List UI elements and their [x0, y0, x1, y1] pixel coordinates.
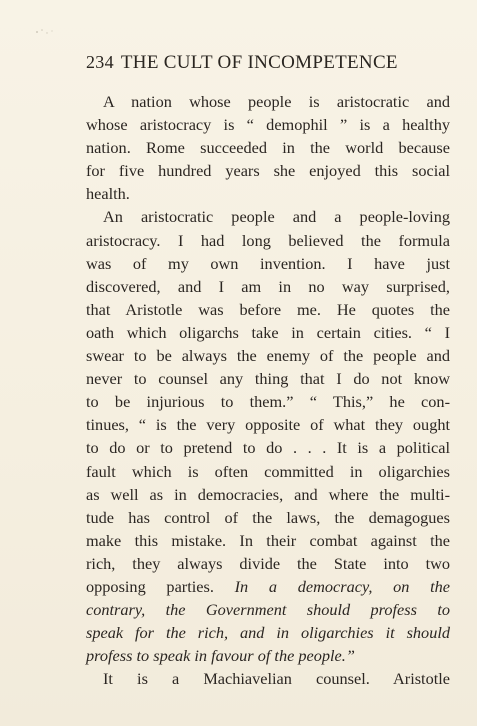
- text-line: An aristocratic people and a people-loving: [103, 207, 450, 227]
- italic-text-segment: In a democracy, on the: [234, 576, 451, 596]
- text-line: discovered, and I am in no way surprised,: [86, 276, 450, 296]
- paper-speck-icon: [34, 26, 56, 36]
- running-head: [86, 52, 451, 80]
- text-line: to be injurious to them.” “ This,” he con-: [86, 392, 450, 412]
- italic-text-line: speak for the rich, and in oligarchies it should: [86, 623, 450, 643]
- text-line: nation. Rome succeeded in the world because: [86, 138, 450, 158]
- text-segment: opposing parties.: [86, 576, 214, 596]
- text-line: that Aristotle was before me. He quotes the: [86, 299, 450, 319]
- text-line: It is a Machiavelian counsel. Aristotle: [103, 669, 450, 689]
- text-line: as well as in democracies, and where the multi-: [86, 484, 450, 504]
- running-head-title: THE CULT OF INCOMPETENCE: [120, 52, 398, 73]
- text-line: to do or to pretend to do . . . It is a political: [86, 438, 450, 458]
- text-line: A nation whose people is aristocratic and: [103, 92, 450, 111]
- text-line: for five hundred years she enjoyed this social: [86, 161, 450, 181]
- text-line: whose aristocracy is “ demophil ” is a healthy: [86, 115, 450, 135]
- italic-text-line: contrary, the Government should profess to: [86, 600, 450, 620]
- text-line: make this mistake. In their combat against the: [86, 530, 450, 550]
- body-text: [86, 90, 450, 690]
- text-line: was of my own invention. I have just: [86, 253, 450, 273]
- text-line: oath which oligarchs take in certain cities. “ I: [86, 322, 450, 342]
- text-line: tude has control of the laws, the demagogues: [86, 507, 450, 527]
- text-line: swear to be always the enemy of the people and: [86, 346, 450, 366]
- text-line: rich, they always divide the State into two: [86, 553, 450, 573]
- italic-text-line: profess to speak in favour of the people.”: [86, 646, 355, 666]
- text-line: health.: [86, 184, 130, 204]
- text-line: never to counsel any thing that I do not know: [86, 369, 450, 389]
- text-line-mixed: [86, 575, 450, 598]
- page-number: 234: [86, 52, 114, 72]
- text-line: fault which is often committed in oligarchies: [86, 461, 450, 481]
- text-line: tinues, “ is the very opposite of what they ought: [86, 415, 450, 435]
- text-line: aristocracy. I had long believed the formula: [86, 230, 450, 250]
